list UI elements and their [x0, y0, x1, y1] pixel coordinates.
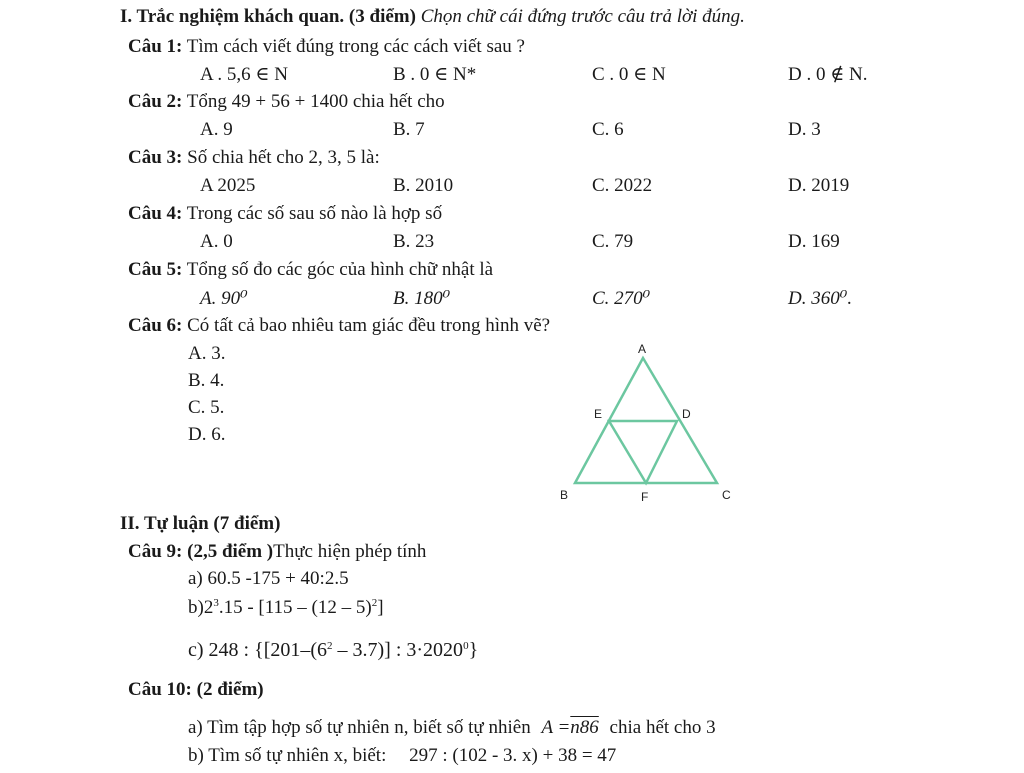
q9c-exponent: 2	[327, 640, 333, 652]
q9b-middle: .15 - [115 – (12 – 5)	[218, 597, 372, 618]
label-c: C	[722, 488, 731, 502]
option-5c: C. 270⁰	[592, 288, 651, 309]
option-3a: A 2025	[200, 175, 256, 196]
q9-part-b	[188, 597, 384, 619]
part1-heading	[120, 6, 745, 28]
part1-instruction: Chọn chữ cái đứng trước câu trả lời đúng.	[420, 6, 745, 27]
question-5	[128, 259, 493, 281]
question-number: Câu 2:	[128, 91, 183, 112]
option-2c: C. 6	[592, 119, 624, 140]
option-5d: D. 360⁰.	[788, 288, 853, 309]
question-text: Tìm cách viết đúng trong các cách viết sau ?	[186, 36, 525, 57]
q10b-expression: 297 : (102 - 3. x) + 38 = 47	[409, 745, 617, 766]
part2-title: II. Tự luận (7 điểm)	[120, 513, 281, 534]
q10a-prefix: a) Tìm tập hợp số tự nhiên n, biết số tự nhiên	[188, 717, 531, 738]
option-6a: A. 3.	[188, 343, 226, 364]
option-3c: C. 2022	[592, 175, 653, 196]
question-3	[128, 147, 380, 169]
q9b-prefix: b)2	[188, 597, 214, 618]
q9c-end: }	[468, 639, 479, 661]
option-1a: A . 5,6 ∈ N	[200, 64, 288, 85]
question-number: Câu 4:	[128, 203, 183, 224]
question-points: (2,5 điểm )	[187, 541, 274, 562]
question-2	[128, 91, 445, 113]
option-2b: B. 7	[393, 119, 425, 140]
option-2a: A. 9	[200, 119, 233, 140]
option-6d: D. 6.	[188, 424, 226, 445]
q9c-middle: – 3.7)] : 3·2020	[332, 639, 464, 661]
option-4b: B. 23	[393, 231, 435, 252]
question-number: Câu 6:	[128, 315, 183, 336]
question-number: Câu 3:	[128, 147, 183, 168]
option-2d: D. 3	[788, 119, 821, 140]
question-10-title: Câu 10: (2 điểm)	[128, 679, 264, 700]
option-6b: B. 4.	[188, 370, 225, 391]
option-5a: A. 90⁰	[200, 288, 248, 309]
option-1b: B . 0 ∈ N*	[393, 64, 477, 85]
option-4c: C. 79	[592, 231, 634, 252]
q9-part-c	[188, 639, 478, 662]
inner-triangle	[609, 421, 677, 483]
q10a-suffix: chia hết cho 3	[609, 717, 716, 738]
q9b-exponent-2: 2	[371, 597, 378, 609]
option-1c: C . 0 ∈ N	[592, 64, 666, 85]
label-f: F	[641, 490, 649, 504]
question-text: Có tất cả bao nhiêu tam giác đều trong hình vẽ?	[187, 315, 551, 336]
question-text: Số chia hết cho 2, 3, 5 là:	[187, 147, 380, 168]
q9b-exponent: 3	[213, 597, 219, 609]
q9-part-a: a) 60.5 -175 + 40:2.5	[188, 568, 349, 589]
q10a-expr-left: A =	[541, 717, 571, 738]
question-text: Thực hiện phép tính	[273, 541, 427, 562]
q9c-prefix: c) 248 : {[201–(6	[188, 639, 328, 661]
option-5b: B. 180⁰	[393, 288, 451, 309]
option-3b: B. 2010	[393, 175, 454, 196]
question-9	[128, 541, 426, 563]
q9b-end: ]	[377, 597, 384, 618]
question-text: Tổng số đo các góc của hình chữ nhật là	[186, 259, 494, 280]
q10b-prefix: b) Tìm số tự nhiên x, biết:	[188, 745, 387, 766]
question-number: Câu 9:	[128, 541, 183, 562]
option-3d: D. 2019	[788, 175, 850, 196]
option-4d: D. 169	[788, 231, 840, 252]
label-a: A	[638, 342, 647, 356]
option-4a: A. 0	[200, 231, 233, 252]
question-1	[128, 36, 525, 58]
label-b: B	[560, 488, 569, 502]
q10-part-a	[188, 717, 716, 739]
part1-title: I. Trắc nghiệm khách quan. (3 điểm)	[120, 6, 416, 27]
question-number: Câu 5:	[128, 259, 183, 280]
q9c-exponent-2: 0	[463, 640, 469, 652]
question-text: Trong các số sau số nào là hợp số	[186, 203, 443, 224]
triangle-figure	[550, 338, 750, 508]
label-e: E	[594, 407, 603, 421]
question-number: Câu 1:	[128, 36, 183, 57]
q10-part-b	[188, 745, 616, 767]
q10a-expr-overline: n86	[570, 717, 599, 738]
option-1d: D . 0 ∉ N.	[788, 64, 868, 85]
question-4	[128, 203, 442, 225]
label-d: D	[682, 407, 691, 421]
option-6c: C. 5.	[188, 397, 225, 418]
question-6	[128, 315, 550, 337]
question-text: Tổng 49 + 56 + 1400 chia hết cho	[186, 91, 445, 112]
